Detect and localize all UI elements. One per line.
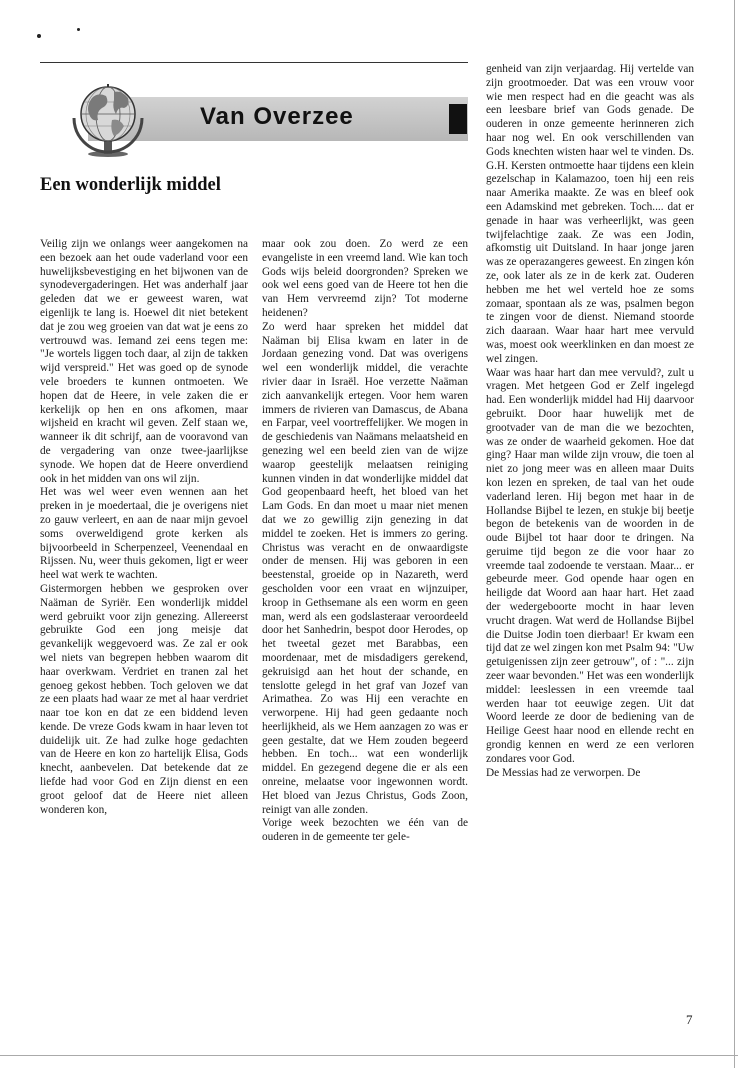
article-headline: Een wonderlijk middel — [40, 175, 221, 195]
top-rule — [40, 62, 468, 63]
banner-block — [449, 104, 467, 134]
paragraph: De Messias had ze verworpen. De — [486, 766, 641, 779]
paragraph: genheid van zijn verjaardag. Hij vertelde van zijn grootmoeder. Dat was een vrouw voor wie men respect had en die geacht was als een leesbare brief van Gods genade. De ouderen in onze gemeente herinneren zich haar nog wel. En ook verschillenden van Gods knechten wisten haar wel te vinden. Ds. G.H. Kersten ontmoette haar tijdens een klein gezelschap in Kalamazoo, toen hij een reis naar Amerika maakte. Ze was en bleef ook een Adamskind met gebreken. Toch.... dat er genade in haar was verheerlijkt, was geen twijfelachtige zaak. Ze was een Jodin, afkomstig uit Duitsland. In haar jonge jaren was ze operazangeres geweest. En zingen kón ze, ook later als ze in de kerk zat. Ouderen hebben me het wel verteld hoe ze soms zomaar, spontaan als ze was, psalmen begon te zingen voor de dienst. Niemand stoorde zich daaraan. Waar haar hart mee vervuld was, moest ook weerklinken en dan moest ze wel zingen. — [486, 63, 694, 365]
paragraph: maar ook zou doen. Zo werd ze een evangeliste in een vreemd land. Wie kan toch Gods wijs beleid doorgronden? Spreken we ook wel eens goed van de Heere tot hen die van Hem vervreemd zijn? Tot moderne heidenen? — [262, 238, 468, 319]
page-edge — [0, 1055, 738, 1056]
page-edge — [734, 0, 735, 1068]
section-title: Van Overzee — [200, 103, 354, 130]
paragraph: Veilig zijn we onlangs weer aangekomen na een bezoek aan het oude vaderland voor een huwelijksbevestiging en het bijwonen van de synodevergaderingen. Het was anderhalf jaar geleden dat we er geweest waren, wat eigenlijk te lang is. Hoewel dit niet betekent dat je zou weg groeien van dat wat je eens zo vertrouwd was. Iemand zei eens tegen me: "Je wortels liggen toch daar, al zijn de takken wijd verspreid." Het was goed op de synode vele broeders te kunnen ontmoeten. We hopen dat de Heere, in vele zaken die er kerkelijk op hen en ons afkomen, maar wijsheid en kracht wil geven. Zelf staan we, wanneer ik dit schrijf, aan de vooravond van de vergadering van onze twee-jaarlijkse synode. We hopen dat de Heere onverdiend ook in het midden van ons wil zijn. — [40, 238, 248, 485]
globe-icon — [62, 78, 154, 158]
column-2 — [262, 238, 468, 845]
paragraph: Vorige week bezochten we één van de ouderen in de gemeente ter gele- — [262, 817, 468, 844]
print-mark — [77, 28, 80, 31]
paragraph: Gistermorgen hebben we gesproken over Naäman de Syriër. Een wonderlijk middel werd gebruikt voor zijn genezing. Allereerst gebruikte God een jong meisje dat gevankelijk weggevoerd was. Ze zal er ook wel niets van begrepen hebben waarom dit haar overkwam. Verdriet en tranen zal het genoeg gekost hebben. Toch geloven we dat ze een plaats had waar ze met al haar verdriet naar toe kon en dat ze een biddend leven kende. De vreze Gods kwam in haar leven tot duidelijk uit. Ze had zulke hoge gedachten van de Heere en kon zo hartelijk Elisa, Gods knecht, aanbevelen. Dat betekende dat ze liefde had voor God en Zijn dienst en een groot geloof dat de Heere niet alleen wonderen kon, — [40, 582, 248, 816]
column-3 — [486, 63, 694, 780]
column-1 — [40, 238, 248, 817]
page-number: 7 — [686, 1012, 693, 1027]
paragraph: Waar was haar hart dan mee vervuld?, zult u vragen. Met hetgeen God er Zelf ingelegd had. Een wonderlijk middel had Hij daarvoor gebruikt. Door haar huwelijk met de grootvader van de man die we bezochten, was ze onder de waarheid gekomen. Hoe dat ging? Haar man wilde zijn vrouw, die toen al niet zo jong meer was en alleen maar Duits kon lezen en spreken, de taal van het oude vaderland leren. Hij begon met haar in de Hollandse Bijbel te lezen, en stukje bij beetje begon de betekenis van de woorden in de oude Bijbel tot haar door te dringen. Na geruime tijd begon ze die voor haar zo vreemde taal zodoende te verstaan. Maar... er gebeurde meer. God opende haar ogen en heiligde dat Woord aan haar hart. Het zaad der wedergeboorte mocht in haar leven vrucht dragen. Wat werd de Hollandse Bijbel die Duitse Jodin toen dierbaar! Er kwam een tijd dat ze wel zingen kon met Psalm 94: "Uw getuigenissen zijn zeer getrouw", of : "... zijn zeer waar bevonden." Het was een wonderlijk middel: leeslessen in een vreemde taal werden haar tot eeuwige zegen. Uit dat Woord leerde ze door de bediening van de Heilige Geest haar nood en ellende recht en grondig kennen en werd ze een verloren zondares voor God. — [486, 366, 694, 765]
print-mark — [37, 34, 41, 38]
paragraph: Het was wel weer even wennen aan het preken in je moedertaal, die je overigens niet zo gauw verleert, en aan de naar mijn gevoel soms overweldigend grote kerken als bijvoorbeeld in Scherpenzeel, Veenendaal en Rijssen. Nu, weer thuis gekomen, ligt er weer heel wat werk te wachten. — [40, 486, 248, 582]
paragraph: Zo werd haar spreken het middel dat Naäman bij Elisa kwam en later in de Jordaan genezing vond. Dat was overigens wel een wonderlijk middel, die verachte rivier daar in Israël. Hoe verzette Naäman zich aanvankelijk ertegen. Voor hem waren immers de rivieren van Damascus, de Abana en Farpar, veel voortreffelijker. We mogen in de geschiedenis van Naämans melaatsheid en genezing wel een beeld zien van de wijze waarop geestelijk melaatsen reiniging kunnen vinden in dat wonderlijke middel dat God geopenbaard heeft, het bloed van het Lam Gods. En dan moet u maar niet menen dat we zo gewillig zijn genezing in dat middel te zoeken. Het is immers zo gering. Christus was veracht en de onwaardigste onder de mensen. Hij was geboren in een beestenstal, groeide op in Nazareth, werd gescholden voor een vraat en wijnzuiper, kroop in Gethsemane als een worm en geen man, werd als een godslasteraar veroordeeld door het Sanhedrin, bespot door Herodes, op het tweetal gezet met Barabbas, een moordenaar, met de misdadigers gerekend, gekruisigd aan het hout der schande, en tenslotte gelegd in het graf van Jozef van Arimathea. Zo was Hij een verachte en verworpene. Hij had geen gedaante noch heerlijkheid, als we Hem aanzagen zo was er geen gestalte, dat we Hem zouden begeerd hebben. En toch... wat een wonderlijk middel. En gezegend degene die er als een onreine, melaatse voor ingewonnen wordt. Het bloed van Jezus Christus, Gods Zoon, reinigt van alle zonden. — [262, 320, 468, 816]
